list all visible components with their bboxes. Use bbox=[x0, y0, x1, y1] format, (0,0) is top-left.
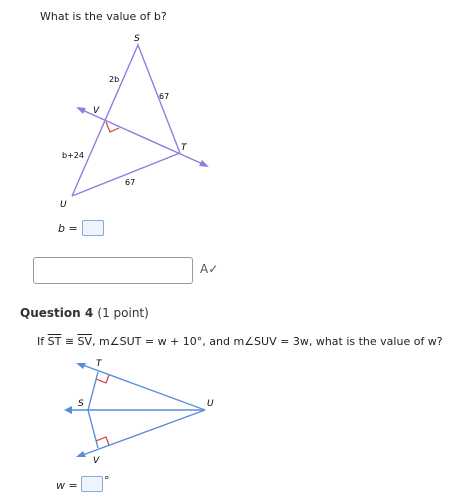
spellcheck-icon[interactable]: A✓ bbox=[200, 262, 219, 276]
right-angle-mark-t bbox=[96, 375, 109, 383]
transversal-line bbox=[80, 109, 205, 165]
arrow-t bbox=[76, 363, 86, 369]
arrow-left bbox=[76, 107, 86, 114]
measure-uv: b+24 bbox=[62, 151, 84, 160]
congruent-symbol: ≅ bbox=[64, 335, 75, 348]
w-answer-input[interactable] bbox=[81, 476, 103, 492]
segment-st-line bbox=[88, 372, 98, 410]
measure-st: 67 bbox=[159, 92, 170, 101]
question-4-statement bbox=[37, 335, 443, 348]
arrow-right bbox=[199, 160, 209, 167]
response-text-input[interactable] bbox=[33, 257, 193, 284]
statement-rest: , m∠SUT = w + 10°, and m∠SUV = 3w, what is the value of w? bbox=[92, 335, 443, 348]
measure-ut: 67 bbox=[125, 178, 136, 187]
segment-sv: $\overline{SV}$ bbox=[77, 335, 93, 348]
vertex-s-label: S bbox=[134, 34, 140, 44]
degree-symbol: ° bbox=[104, 474, 110, 487]
angle-diagram bbox=[0, 350, 468, 475]
question-3-prompt: What is the value of b? bbox=[40, 10, 167, 23]
point-v-label: V bbox=[93, 456, 100, 466]
point-u-label: U bbox=[207, 399, 214, 409]
w-answer-label: w = bbox=[56, 479, 78, 492]
point-s-label: S bbox=[78, 399, 84, 409]
triangle-sides-su-st bbox=[72, 45, 180, 196]
point-t-label: T bbox=[96, 359, 102, 369]
vertex-u-label: U bbox=[60, 200, 67, 210]
segment-sv-line bbox=[88, 410, 98, 448]
segment-st: $\overline{ST}$ bbox=[47, 335, 62, 348]
question-4-label: Question 4 bbox=[20, 306, 94, 320]
question-4-points: (1 point) bbox=[97, 306, 149, 320]
statement-if: If bbox=[37, 335, 45, 348]
arrow-s bbox=[64, 406, 72, 414]
triangle-diagram bbox=[0, 0, 468, 240]
b-answer-label: b = bbox=[58, 222, 78, 235]
b-answer-input[interactable] bbox=[82, 220, 104, 236]
measure-sv: 2b bbox=[109, 75, 120, 84]
vertex-t-label: T bbox=[181, 143, 187, 153]
right-angle-mark-v bbox=[96, 437, 109, 445]
arrow-v bbox=[76, 451, 86, 457]
ray-uv bbox=[80, 410, 205, 456]
ray-ut bbox=[80, 364, 205, 410]
vertex-v-label: V bbox=[93, 106, 100, 116]
question-4-title bbox=[20, 306, 149, 320]
